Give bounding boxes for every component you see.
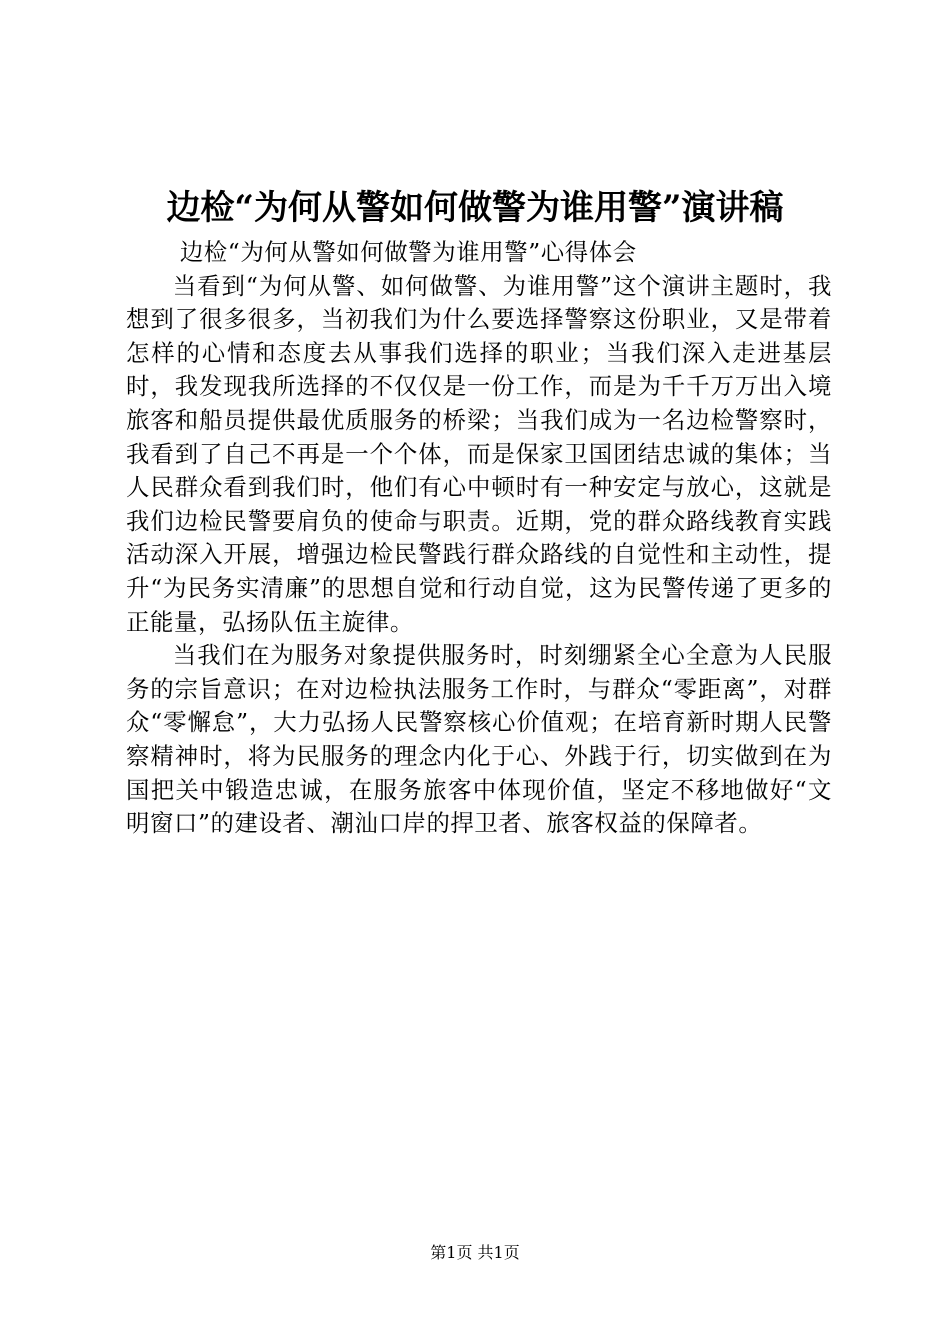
document-title: 边检“为何从警如何做警为谁用警”演讲稿 (166, 188, 784, 228)
page-footer: 第1页 共1页 (430, 1243, 520, 1262)
document-subtitle: 边检“为何从警如何做警为谁用警”心得体会 (179, 238, 637, 266)
paragraph-2: 当我们在为服务对象提供服务时，时刻绷紧全心全意为人民服务的宗旨意识；在对边检执法服务工作时，与群众“零距离”，对群众“零懈怠”，大力弘扬人民警察核心价值观；在培育新时期人民警察精神时，将为民服务的理念内化于心、外践于行，切实做到在为国把关中锻造忠诚，在服务旅客中体现价值，坚定不移地做好“文明窗口”的建设者、潮汕口岸的捍卫者、旅客权益的保障者。 (126, 641, 832, 838)
paragraph-1: 当看到“为何从警、如何做警、为谁用警”这个演讲主题时，我想到了很多很多，当初我们为什么要选择警察这份职业，又是带着怎样的心情和态度去从事我们选择的职业；当我们深入走进基层时，我发现我所选择的不仅仅是一份工作，而是为千千万万出入境旅客和船员提供最优质服务的桥梁；当我们成为一名边检警察时，我看到了自己不再是一个个体，而是保家卫国团结忠诚的集体；当人民群众看到我们时，他们有心中顿时有一种安定与放心，这就是我们边检民警要肩负的使命与职责。近期，党的群众路线教育实践活动深入开展，增强边检民警践行群众路线的自觉性和主动性，提升“为民务实清廉”的思想自觉和行动自觉，这为民警传递了更多的正能量，弘扬队伍主旋律。 (126, 271, 832, 636)
document-body (126, 236, 832, 841)
